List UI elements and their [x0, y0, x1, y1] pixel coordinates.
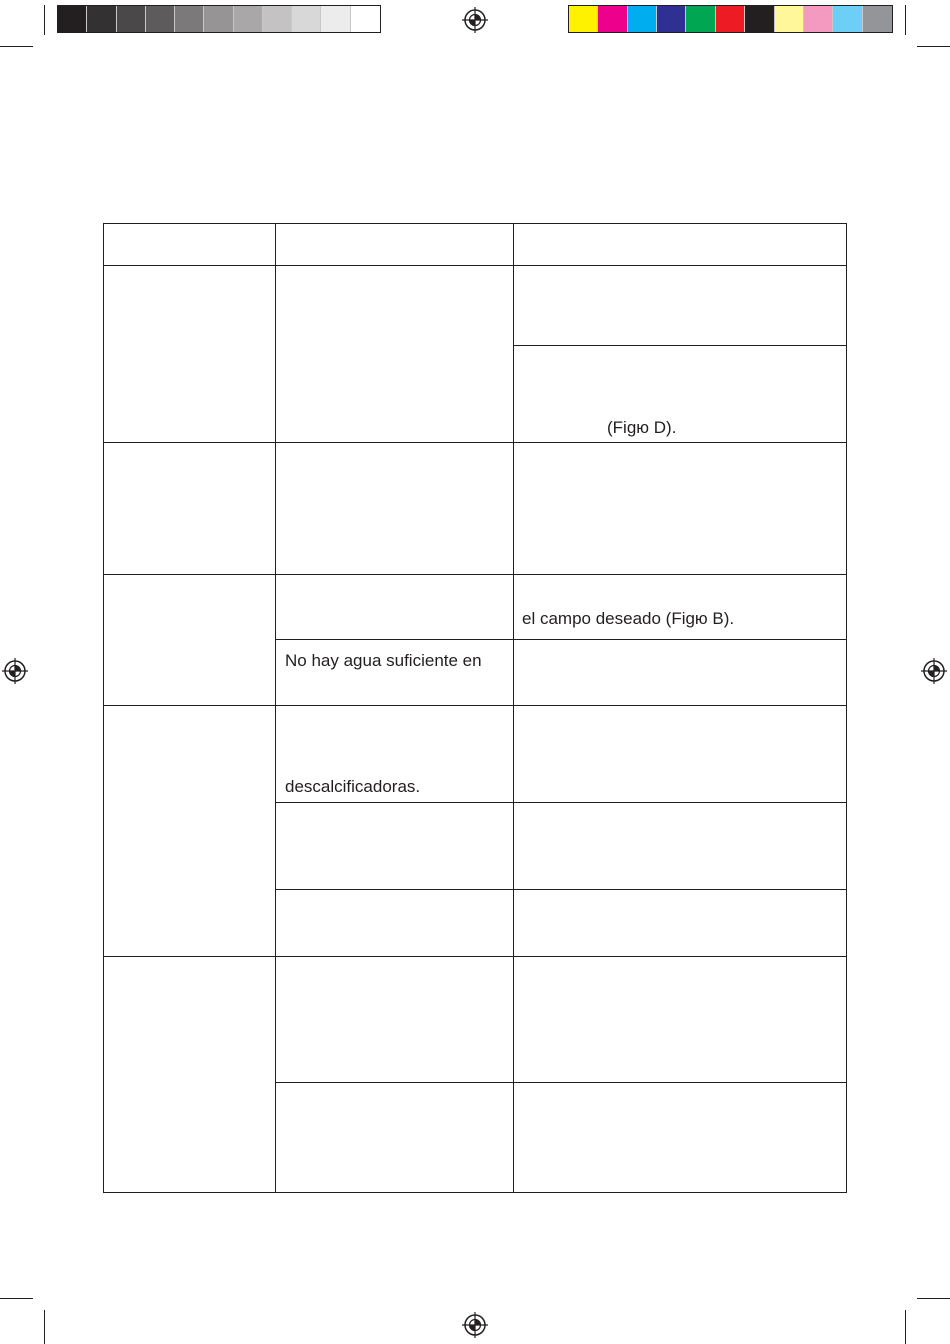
crop-mark-bottom-left-vertical [44, 1310, 45, 1344]
color-swatch [351, 6, 380, 32]
color-swatch [175, 6, 204, 32]
table-subrow-divider [275, 802, 847, 803]
crop-mark-top-right-horizontal [917, 46, 950, 47]
registration-target-icon [921, 658, 947, 684]
color-swatch [146, 6, 175, 32]
color-swatch [87, 6, 116, 32]
table-subrow-divider [275, 639, 847, 640]
crop-mark-top-right-vertical [905, 5, 906, 35]
color-swatch [598, 6, 627, 32]
color-swatch [204, 6, 233, 32]
table-row-divider [103, 956, 847, 957]
color-swatch [628, 6, 657, 32]
table-row-divider [103, 574, 847, 575]
crop-mark-bottom-right-horizontal [917, 1298, 950, 1299]
table-column-divider [275, 223, 276, 1193]
color-calibration-bar [568, 5, 893, 33]
color-swatch [321, 6, 350, 32]
table-header-divider [103, 265, 847, 266]
crop-mark-top-left-vertical [44, 5, 45, 35]
registration-target-icon [2, 658, 28, 684]
table-row-divider [103, 442, 847, 443]
table-subrow-divider [275, 889, 847, 890]
color-swatch [117, 6, 146, 32]
table-subrow-divider [513, 345, 847, 346]
color-swatch [657, 6, 686, 32]
color-swatch [745, 6, 774, 32]
table-column-divider [513, 223, 514, 1193]
table-border-bottom [103, 1192, 847, 1193]
color-swatch [804, 6, 833, 32]
registration-target-icon [462, 7, 488, 33]
table-cell-solution: el campo deseado (Figю B). [522, 609, 735, 628]
table-cell-cause: No hay agua suficiente en [285, 651, 482, 670]
color-swatch [292, 6, 321, 32]
color-swatch [775, 6, 804, 32]
table-border-right [846, 223, 847, 1193]
crop-mark-top-left-horizontal [0, 46, 33, 47]
crop-mark-bottom-right-vertical [905, 1310, 906, 1344]
color-swatch [716, 6, 745, 32]
color-swatch [58, 6, 87, 32]
color-swatch [234, 6, 263, 32]
grayscale-calibration-bar [57, 5, 381, 33]
color-swatch [686, 6, 715, 32]
color-swatch [863, 6, 892, 32]
registration-target-icon [462, 1312, 488, 1338]
color-swatch [833, 6, 862, 32]
color-swatch [263, 6, 292, 32]
table-cell-solution: (Figю D). [607, 418, 677, 437]
table-border-top [103, 223, 847, 224]
table-row-divider [103, 705, 847, 706]
color-swatch [569, 6, 598, 32]
table-cell-cause: descalcificadoras. [285, 777, 421, 796]
table-border-left [103, 223, 104, 1193]
crop-mark-bottom-left-horizontal [0, 1298, 33, 1299]
table-subrow-divider [275, 1082, 847, 1083]
